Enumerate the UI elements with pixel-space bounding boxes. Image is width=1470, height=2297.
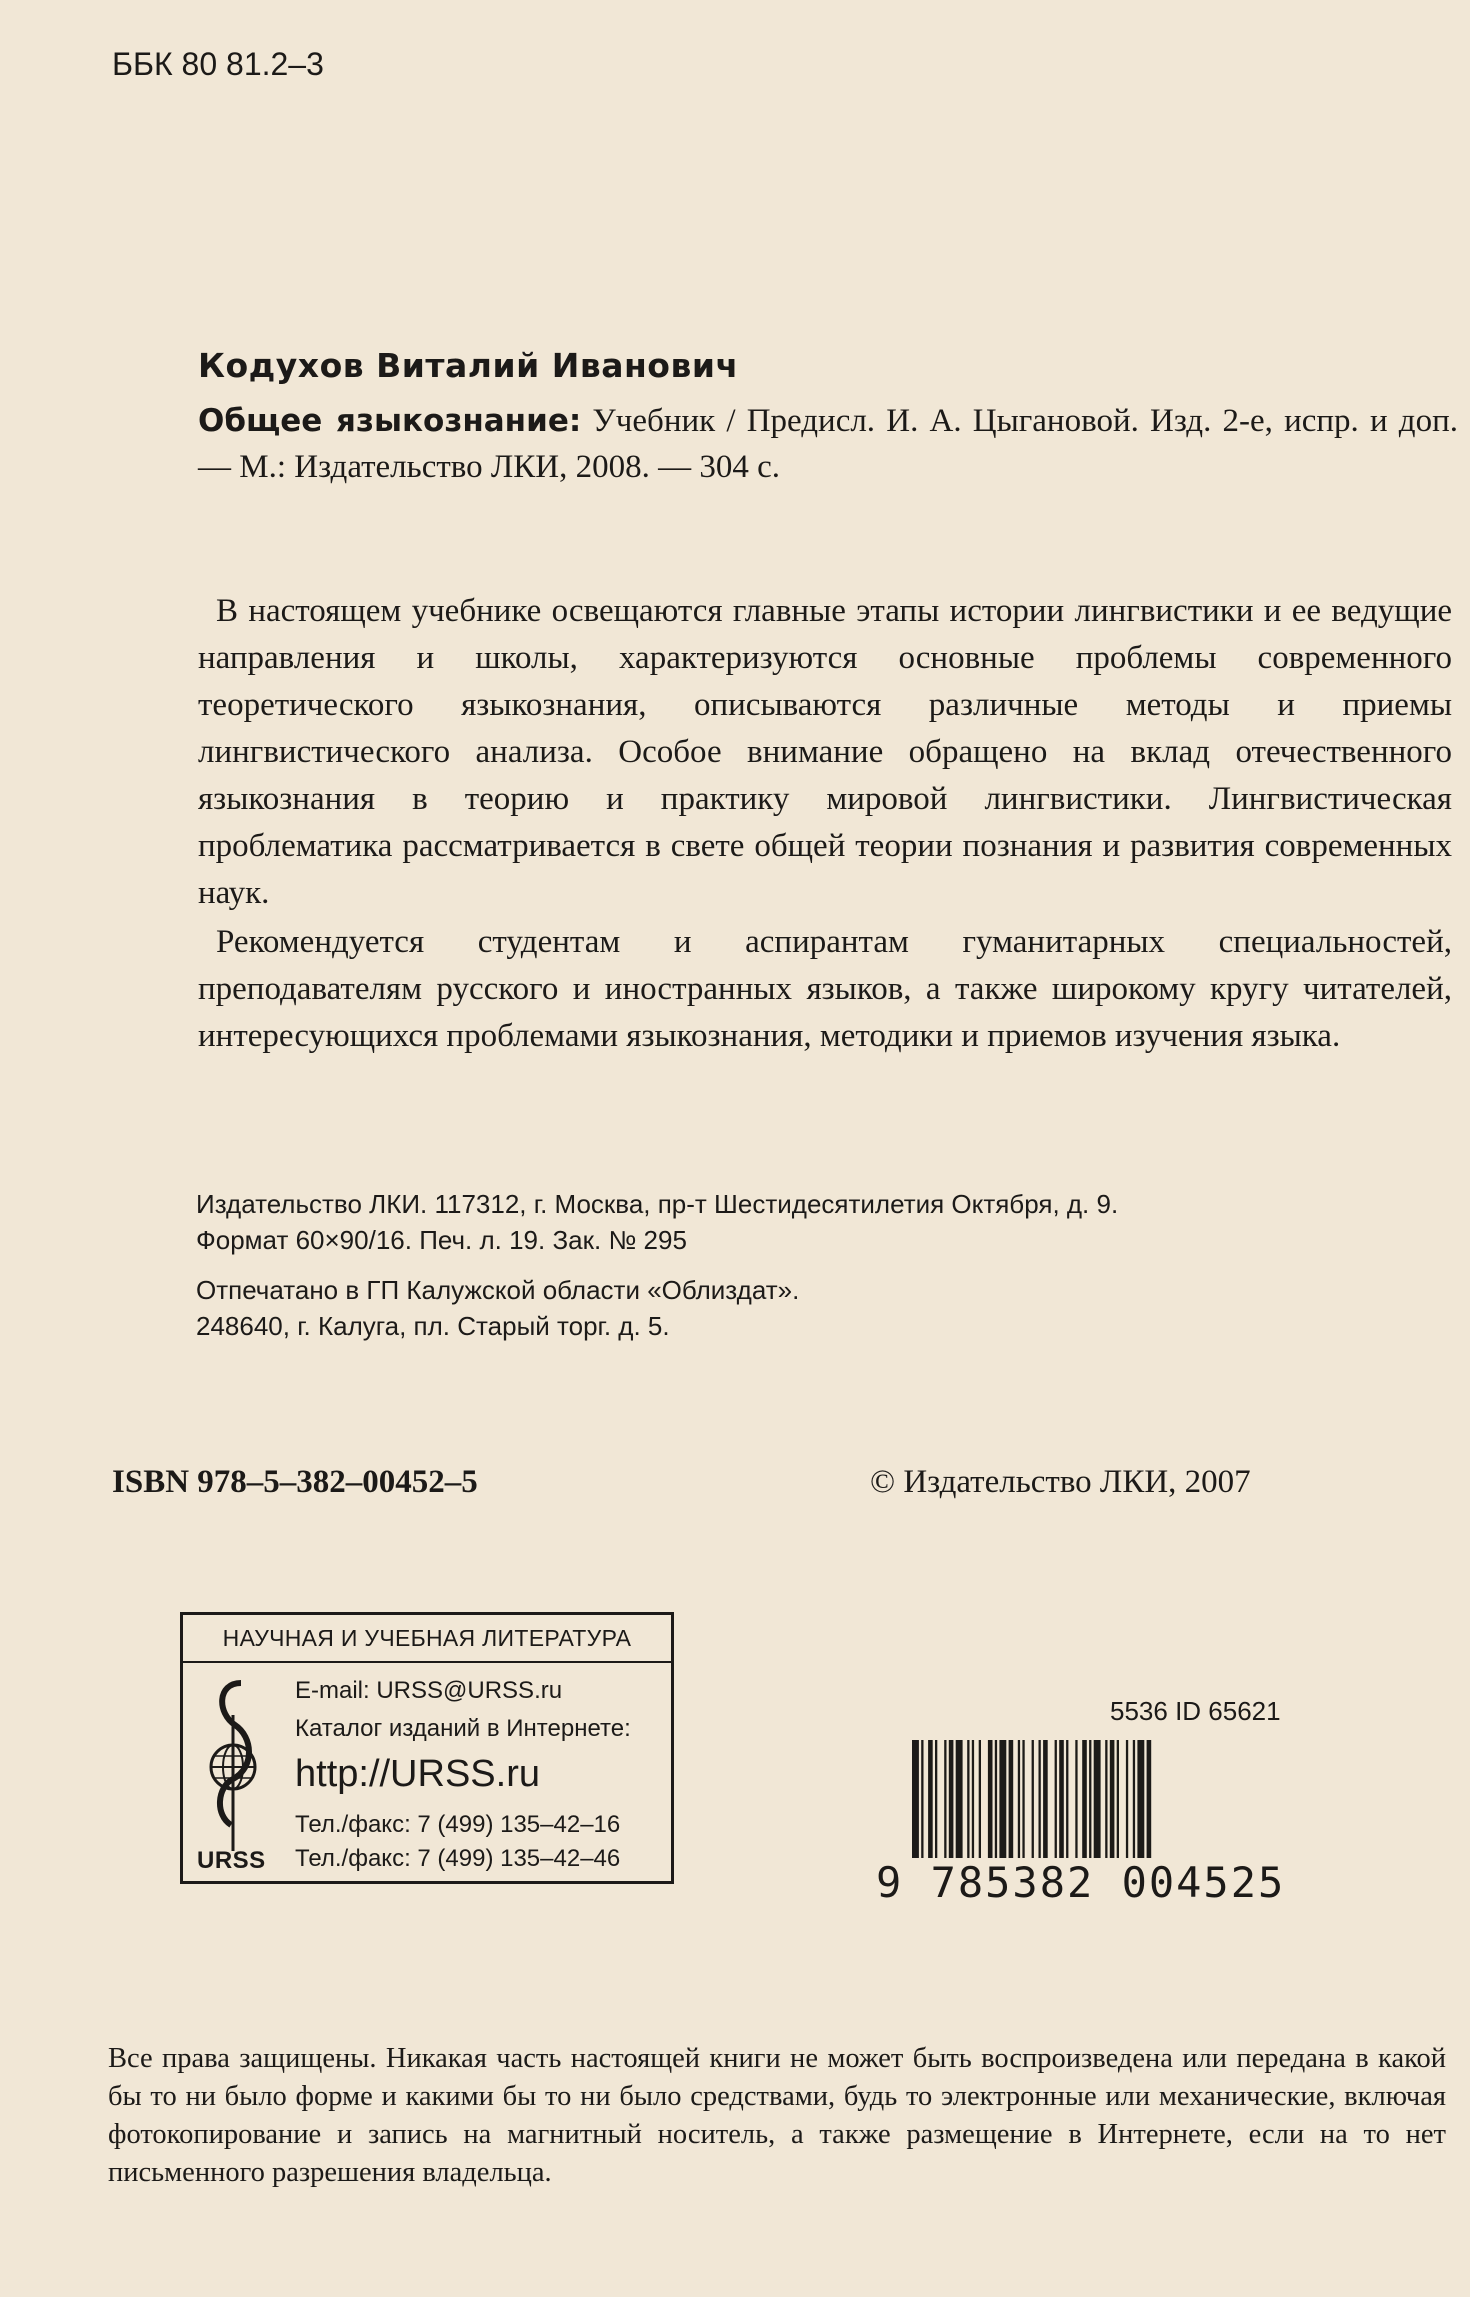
- isbn: ISBN 978–5–382–00452–5: [112, 1464, 478, 1500]
- printer-address: 248640, г. Калуга, пл. Старый торг. д. 5.: [196, 1311, 670, 1341]
- barcode-id: 5536 ID 65621: [1110, 1696, 1281, 1726]
- printer-name: Отпечатано в ГП Калужской области «Облиздат».: [196, 1275, 800, 1305]
- author-name: Кодухов Виталий Иванович: [198, 346, 739, 385]
- urss-url: http://URSS.ru: [295, 1753, 540, 1795]
- rights-notice: [108, 2040, 1446, 2192]
- urss-phone-1: Тел./факс: 7 (499) 135–42–16: [295, 1811, 621, 1838]
- print-format: Формат 60×90/16. Печ. л. 19. Зак. № 295: [196, 1225, 687, 1255]
- abstract-paragraph: В настоящем учебнике освещаются главные этапы истории лингвистики и ее ведущие направления и школы, характеризуются основные проблемы современного теоретического языкознания, описываются различные методы и приемы лингвистического анализа. Особое внимание обращено на вклад отечественного языкознания в теорию и практику мировой лингвистики. Лингвистическая проблематика рассматривается в свете общей теории познания и развития современных наук.: [198, 593, 1452, 911]
- barcode-digits: 9 785382 004525: [876, 1858, 1286, 1907]
- abstract: [198, 588, 1452, 1060]
- urss-logo-icon: [197, 1675, 269, 1875]
- citation-details: Учебник / Предисл. И. А. Цыгановой. Изд. 2-е, испр. и доп. — М.: Издательство ЛКИ, 2008. — 304 с.: [198, 403, 1459, 485]
- urss-header: НАУЧНАЯ И УЧЕБНАЯ ЛИТЕРАТУРА: [183, 1615, 671, 1663]
- rights-text: Все права защищены. Никакая часть настоящей книги не может быть воспроизведена или передана в какой бы то ни было форме и какими бы то ни было средствами, будь то электронные или механические, включая фотокопирование и запись на магнитный носитель, а также размещение в Интернете, если на то нет письменного разрешения владельца.: [108, 2043, 1446, 2188]
- copyright: © Издательство ЛКИ, 2007: [870, 1464, 1251, 1500]
- urss-logo-text: URSS: [197, 1847, 266, 1874]
- bbk-code: ББК 80 81.2–3: [112, 46, 324, 82]
- book-title: Общее языкознание:: [198, 403, 582, 439]
- show-through-decoration: [640, 120, 651, 165]
- urss-catalog: Каталог изданий в Интернете:: [295, 1715, 631, 1742]
- abstract-paragraph: Рекомендуется студентам и аспирантам гуманитарных специальностей, преподавателям русского и иностранных языков, а также широкому кругу читателей, интересующихся проблемами языкознания, методики и приемов изучения языка.: [198, 924, 1452, 1054]
- urss-email: E-mail: URSS@URSS.ru: [295, 1677, 563, 1704]
- bibliographic-citation: [198, 398, 1458, 490]
- barcode-icon: [912, 1740, 1292, 1876]
- urss-phone-2: Тел./факс: 7 (499) 135–42–46: [295, 1845, 621, 1872]
- publisher-address: Издательство ЛКИ. 117312, г. Москва, пр-т Шестидесятилетия Октября, д. 9.: [196, 1189, 1119, 1219]
- urss-publisher-box: [180, 1612, 674, 1884]
- imprint-block: [196, 1186, 1296, 1344]
